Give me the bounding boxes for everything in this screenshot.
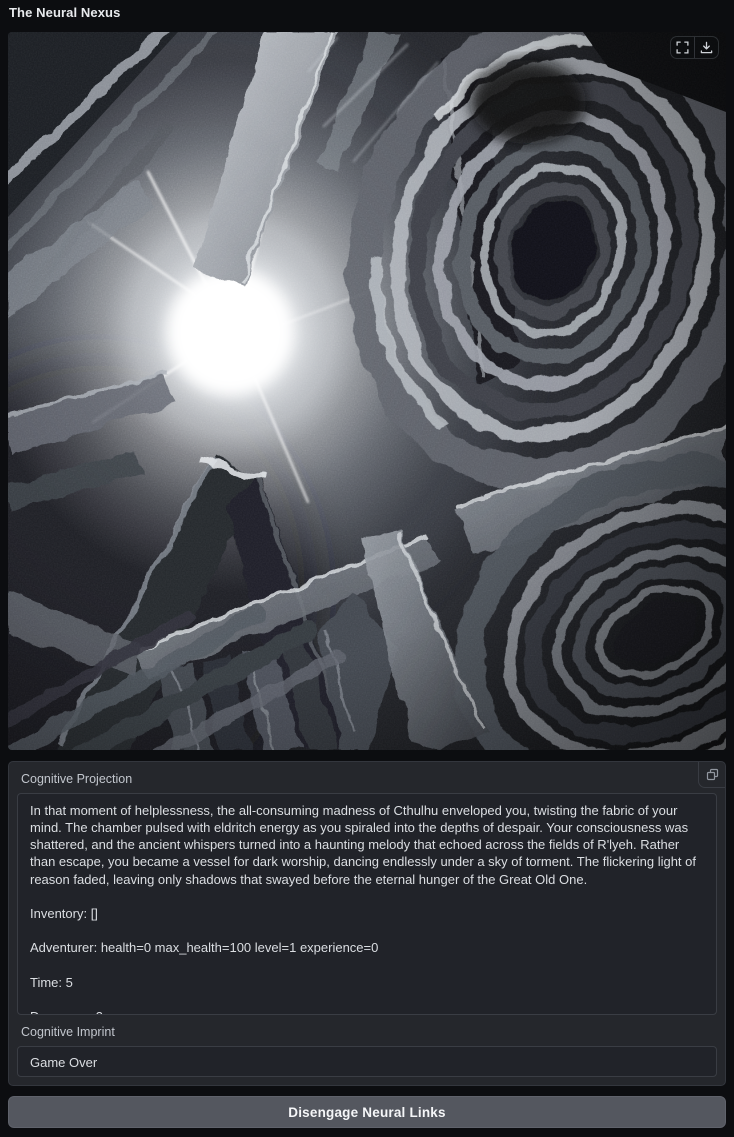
imprint-label: Cognitive Imprint [21,1025,115,1039]
imprint-textarea[interactable] [17,1046,717,1077]
fullscreen-icon [676,41,689,54]
disengage-button[interactable]: Disengage Neural Links [8,1096,726,1128]
fullscreen-button[interactable] [671,37,694,58]
download-icon [700,41,713,54]
projection-label: Cognitive Projection [21,772,133,786]
copy-button[interactable] [698,762,725,788]
page-title: The Neural Nexus [9,5,121,20]
image-toolbar [670,36,719,59]
copy-icon [706,768,719,781]
projection-textarea[interactable] [17,793,717,1015]
scene-image [8,32,726,750]
download-button[interactable] [695,37,718,58]
scene-image-block [8,32,726,750]
narrative-form [8,761,726,1086]
